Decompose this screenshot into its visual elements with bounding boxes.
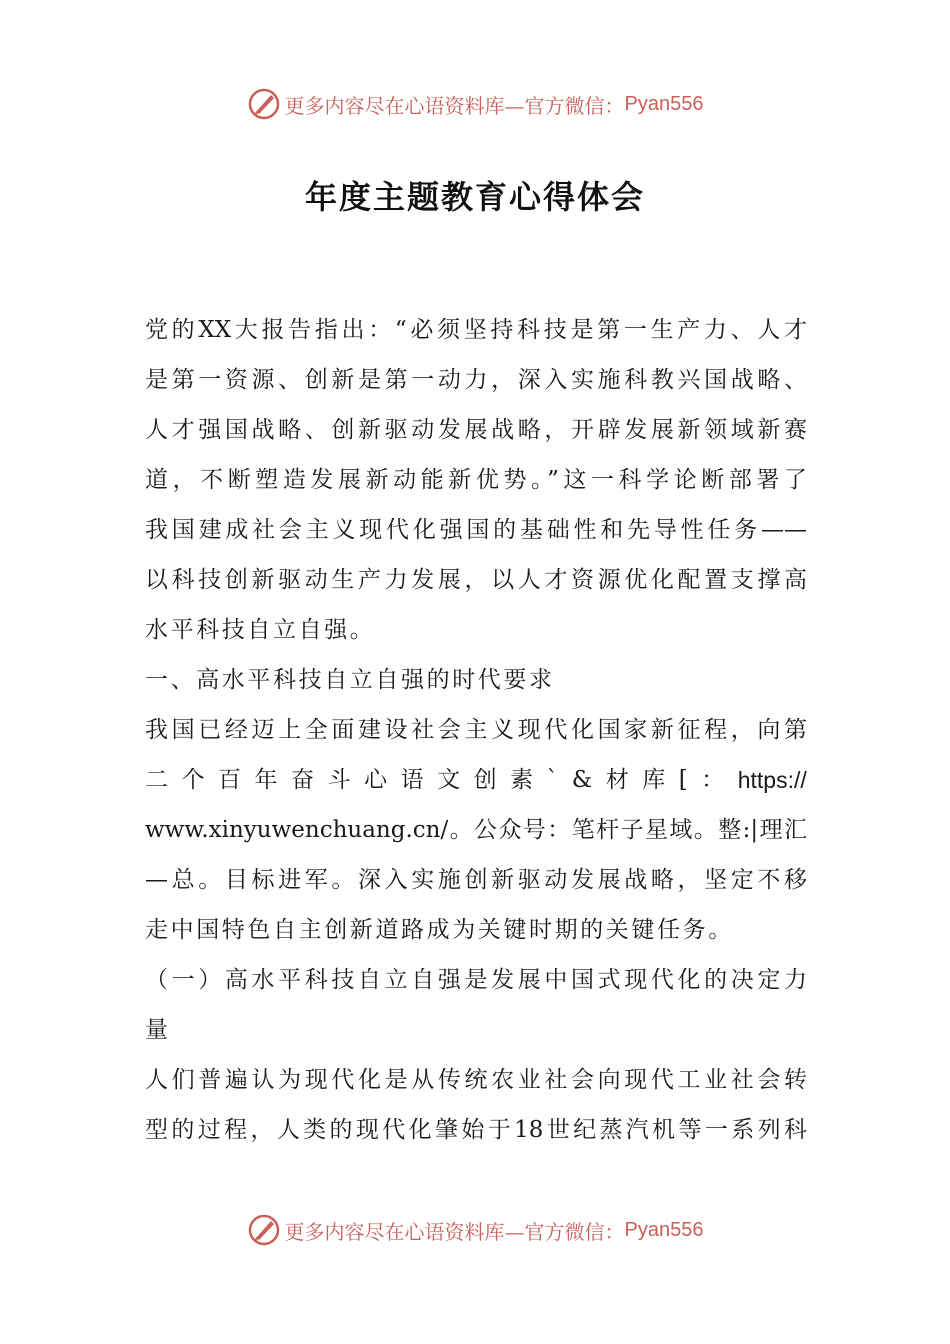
banner-text: 更多内容尽在心语资料库—官方微信： — [284, 93, 625, 118]
body-line: 道，不断塑造发展新动能新优势。”这一科学论断部署了 — [145, 467, 807, 493]
body-line: —总。目标进军。深入实施创新驱动发展战略，坚定不移 — [145, 867, 807, 893]
body-line: 型的过程，人类的现代化肇始于18世纪蒸汽机等一系列科 — [145, 1117, 807, 1143]
quill-logo-icon — [247, 87, 281, 121]
spread-char: 奋 — [291, 767, 315, 793]
banner-text: 更多内容尽在心语资料库—官方微信： — [284, 1219, 625, 1244]
body-line: 人才强国战略、创新驱动发展战略，开辟发展新领域新赛 — [145, 417, 807, 443]
subsection-heading-cont: 量 — [145, 1017, 171, 1043]
subsection-heading: （一）高水平科技自立自强是发展中国式现代化的决定力 — [145, 967, 807, 993]
spread-char: 素 — [510, 767, 534, 793]
spread-char: 心 — [364, 767, 388, 793]
footer-banner — [0, 1210, 950, 1250]
body-line — [145, 755, 807, 805]
document-title: 年度主题教育心得体会 — [304, 178, 645, 216]
banner-wechat-id: Pyan556 — [624, 1218, 704, 1241]
spread-char: 二 — [145, 767, 168, 793]
spread-char: ` — [546, 767, 559, 793]
body-line: 走中国特色自主创新道路成为关键时期的关键任务。 — [145, 917, 734, 943]
spread-url: https:// — [737, 767, 807, 793]
body-line: 以科技创新驱动生产力发展，以人才资源优化配置支撑高 — [145, 567, 807, 593]
body-line: www.xinyuwenchuang.cn/。公众号：笔杆子星域。整:|理汇 — [145, 817, 807, 843]
spread-char: [ — [678, 767, 688, 793]
body-line: 我国建成社会主义现代化强国的基础性和先导性任务—— — [145, 517, 807, 543]
spread-char: 年 — [254, 767, 278, 793]
spread-char: 语 — [400, 767, 424, 793]
spread-char: 库 — [642, 767, 666, 793]
body-line: 我国已经迈上全面建设社会主义现代化国家新征程，向第 — [145, 717, 807, 743]
section-heading: 一、高水平科技自立自强的时代要求 — [145, 667, 555, 693]
body-line: 人们普遍认为现代化是从传统农业社会向现代工业社会转 — [145, 1067, 807, 1093]
body-line: 党的XX大报告指出：“必须坚持科技是第一生产力、人才 — [145, 317, 807, 343]
header-banner — [0, 84, 950, 124]
quill-logo-icon — [247, 1213, 281, 1247]
spread-char: 百 — [218, 767, 242, 793]
body-line: 水平科技自立自强。 — [145, 617, 376, 643]
spread-char: ： — [701, 767, 725, 793]
spread-char: & — [571, 767, 593, 793]
banner-wechat-id: Pyan556 — [624, 92, 704, 115]
spread-char: 材 — [605, 767, 629, 793]
spread-char: 创 — [473, 767, 497, 793]
document-body — [145, 305, 807, 1155]
body-line: 是第一资源、创新是第一动力，深入实施科教兴国战略、 — [145, 367, 807, 393]
spread-char: 文 — [437, 767, 461, 793]
spread-char: 个 — [181, 767, 205, 793]
spread-char: 斗 — [327, 767, 351, 793]
